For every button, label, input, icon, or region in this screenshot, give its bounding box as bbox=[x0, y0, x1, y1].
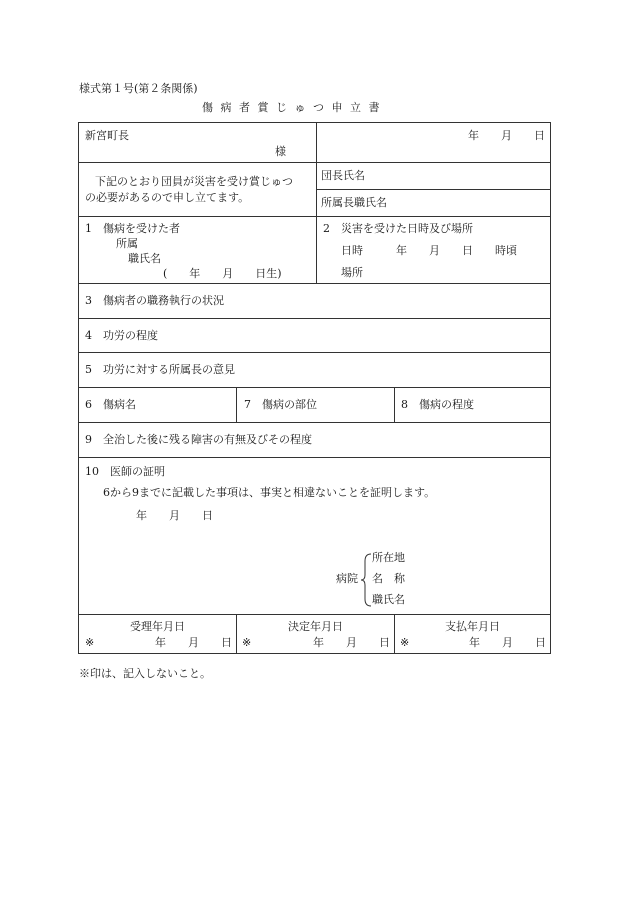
row-divider bbox=[79, 162, 550, 163]
column-divider bbox=[394, 387, 395, 422]
row-divider bbox=[79, 318, 550, 319]
decision-date-label: 決定年月日 bbox=[288, 620, 343, 633]
section-3-label: 3 傷病者の職務執行の状況 bbox=[85, 294, 224, 307]
section-2-datetime: 日時 年 月 日 時頃 bbox=[341, 244, 517, 257]
receipt-date-label: 受理年月日 bbox=[130, 620, 185, 633]
row-divider bbox=[79, 216, 550, 217]
section-1-birth-date: ( 年 月 日生) bbox=[163, 267, 282, 280]
form-title: 傷 病 者 賞 じ ゅ つ 申 立 書 bbox=[202, 101, 382, 114]
addressee-name: 新宮町長 bbox=[85, 129, 129, 142]
section-2-label: 2 災害を受けた日時及び場所 bbox=[323, 222, 473, 235]
section-9-label: 9 全治した後に残る障害の有無及びその程度 bbox=[85, 433, 312, 446]
certification-date: 年 月 日 bbox=[136, 509, 213, 522]
certification-text: 6から9までに記載した事項は、事実と相違ないことを証明します。 bbox=[103, 486, 436, 499]
decision-date-mark: ※ bbox=[242, 636, 252, 649]
row-divider bbox=[79, 422, 550, 423]
submission-date: 年 月 日 bbox=[468, 129, 545, 142]
form-number: 様式第１号(第２条関係) bbox=[79, 82, 198, 95]
section-6-label: 6 傷病名 bbox=[85, 398, 136, 411]
addressee-honorific: 様 bbox=[275, 145, 286, 158]
section-2-place: 場所 bbox=[341, 266, 363, 279]
section-7-label: 7 傷病の部位 bbox=[244, 398, 317, 411]
affiliation-head-label: 所属長職氏名 bbox=[321, 196, 387, 209]
column-divider bbox=[236, 387, 237, 422]
row-divider bbox=[79, 614, 550, 615]
curly-brace-icon bbox=[360, 553, 372, 607]
section-1-label: 1 傷病を受けた者 bbox=[85, 222, 180, 235]
leader-name-label: 団長氏名 bbox=[321, 169, 365, 182]
hospital-label: 病院 bbox=[336, 572, 358, 585]
section-1-title-name: 職氏名 bbox=[128, 252, 161, 265]
row-divider bbox=[79, 387, 550, 388]
hospital-address-label: 所在地 bbox=[372, 551, 405, 564]
section-1-affiliation: 所属 bbox=[116, 237, 138, 250]
payment-date-value: 年 月 日 bbox=[469, 636, 546, 649]
section-5-label: 5 功労に対する所属長の意見 bbox=[85, 363, 235, 376]
decision-date-value: 年 月 日 bbox=[313, 636, 390, 649]
row-divider bbox=[79, 352, 550, 353]
section-4-label: 4 功労の程度 bbox=[85, 329, 158, 342]
row-divider bbox=[316, 189, 550, 190]
section-10-label: 10 医師の証明 bbox=[85, 465, 165, 478]
payment-date-label: 支払年月日 bbox=[445, 620, 500, 633]
receipt-date-value: 年 月 日 bbox=[155, 636, 232, 649]
hospital-name-label: 名 称 bbox=[372, 572, 405, 585]
application-form-table bbox=[78, 122, 551, 654]
row-divider bbox=[79, 457, 550, 458]
section-8-label: 8 傷病の程度 bbox=[401, 398, 474, 411]
receipt-date-mark: ※ bbox=[85, 636, 95, 649]
footnote: ※印は、記入しないこと。 bbox=[79, 667, 211, 680]
row-divider bbox=[79, 283, 550, 284]
column-divider bbox=[316, 123, 317, 283]
payment-date-mark: ※ bbox=[400, 636, 410, 649]
doctor-title-name-label: 職氏名 bbox=[372, 593, 405, 606]
statement-line-2: の必要があるので申し立てます。 bbox=[85, 191, 250, 204]
statement-line-1: 下記のとおり団員が災害を受け賞じゅつ bbox=[95, 175, 293, 188]
